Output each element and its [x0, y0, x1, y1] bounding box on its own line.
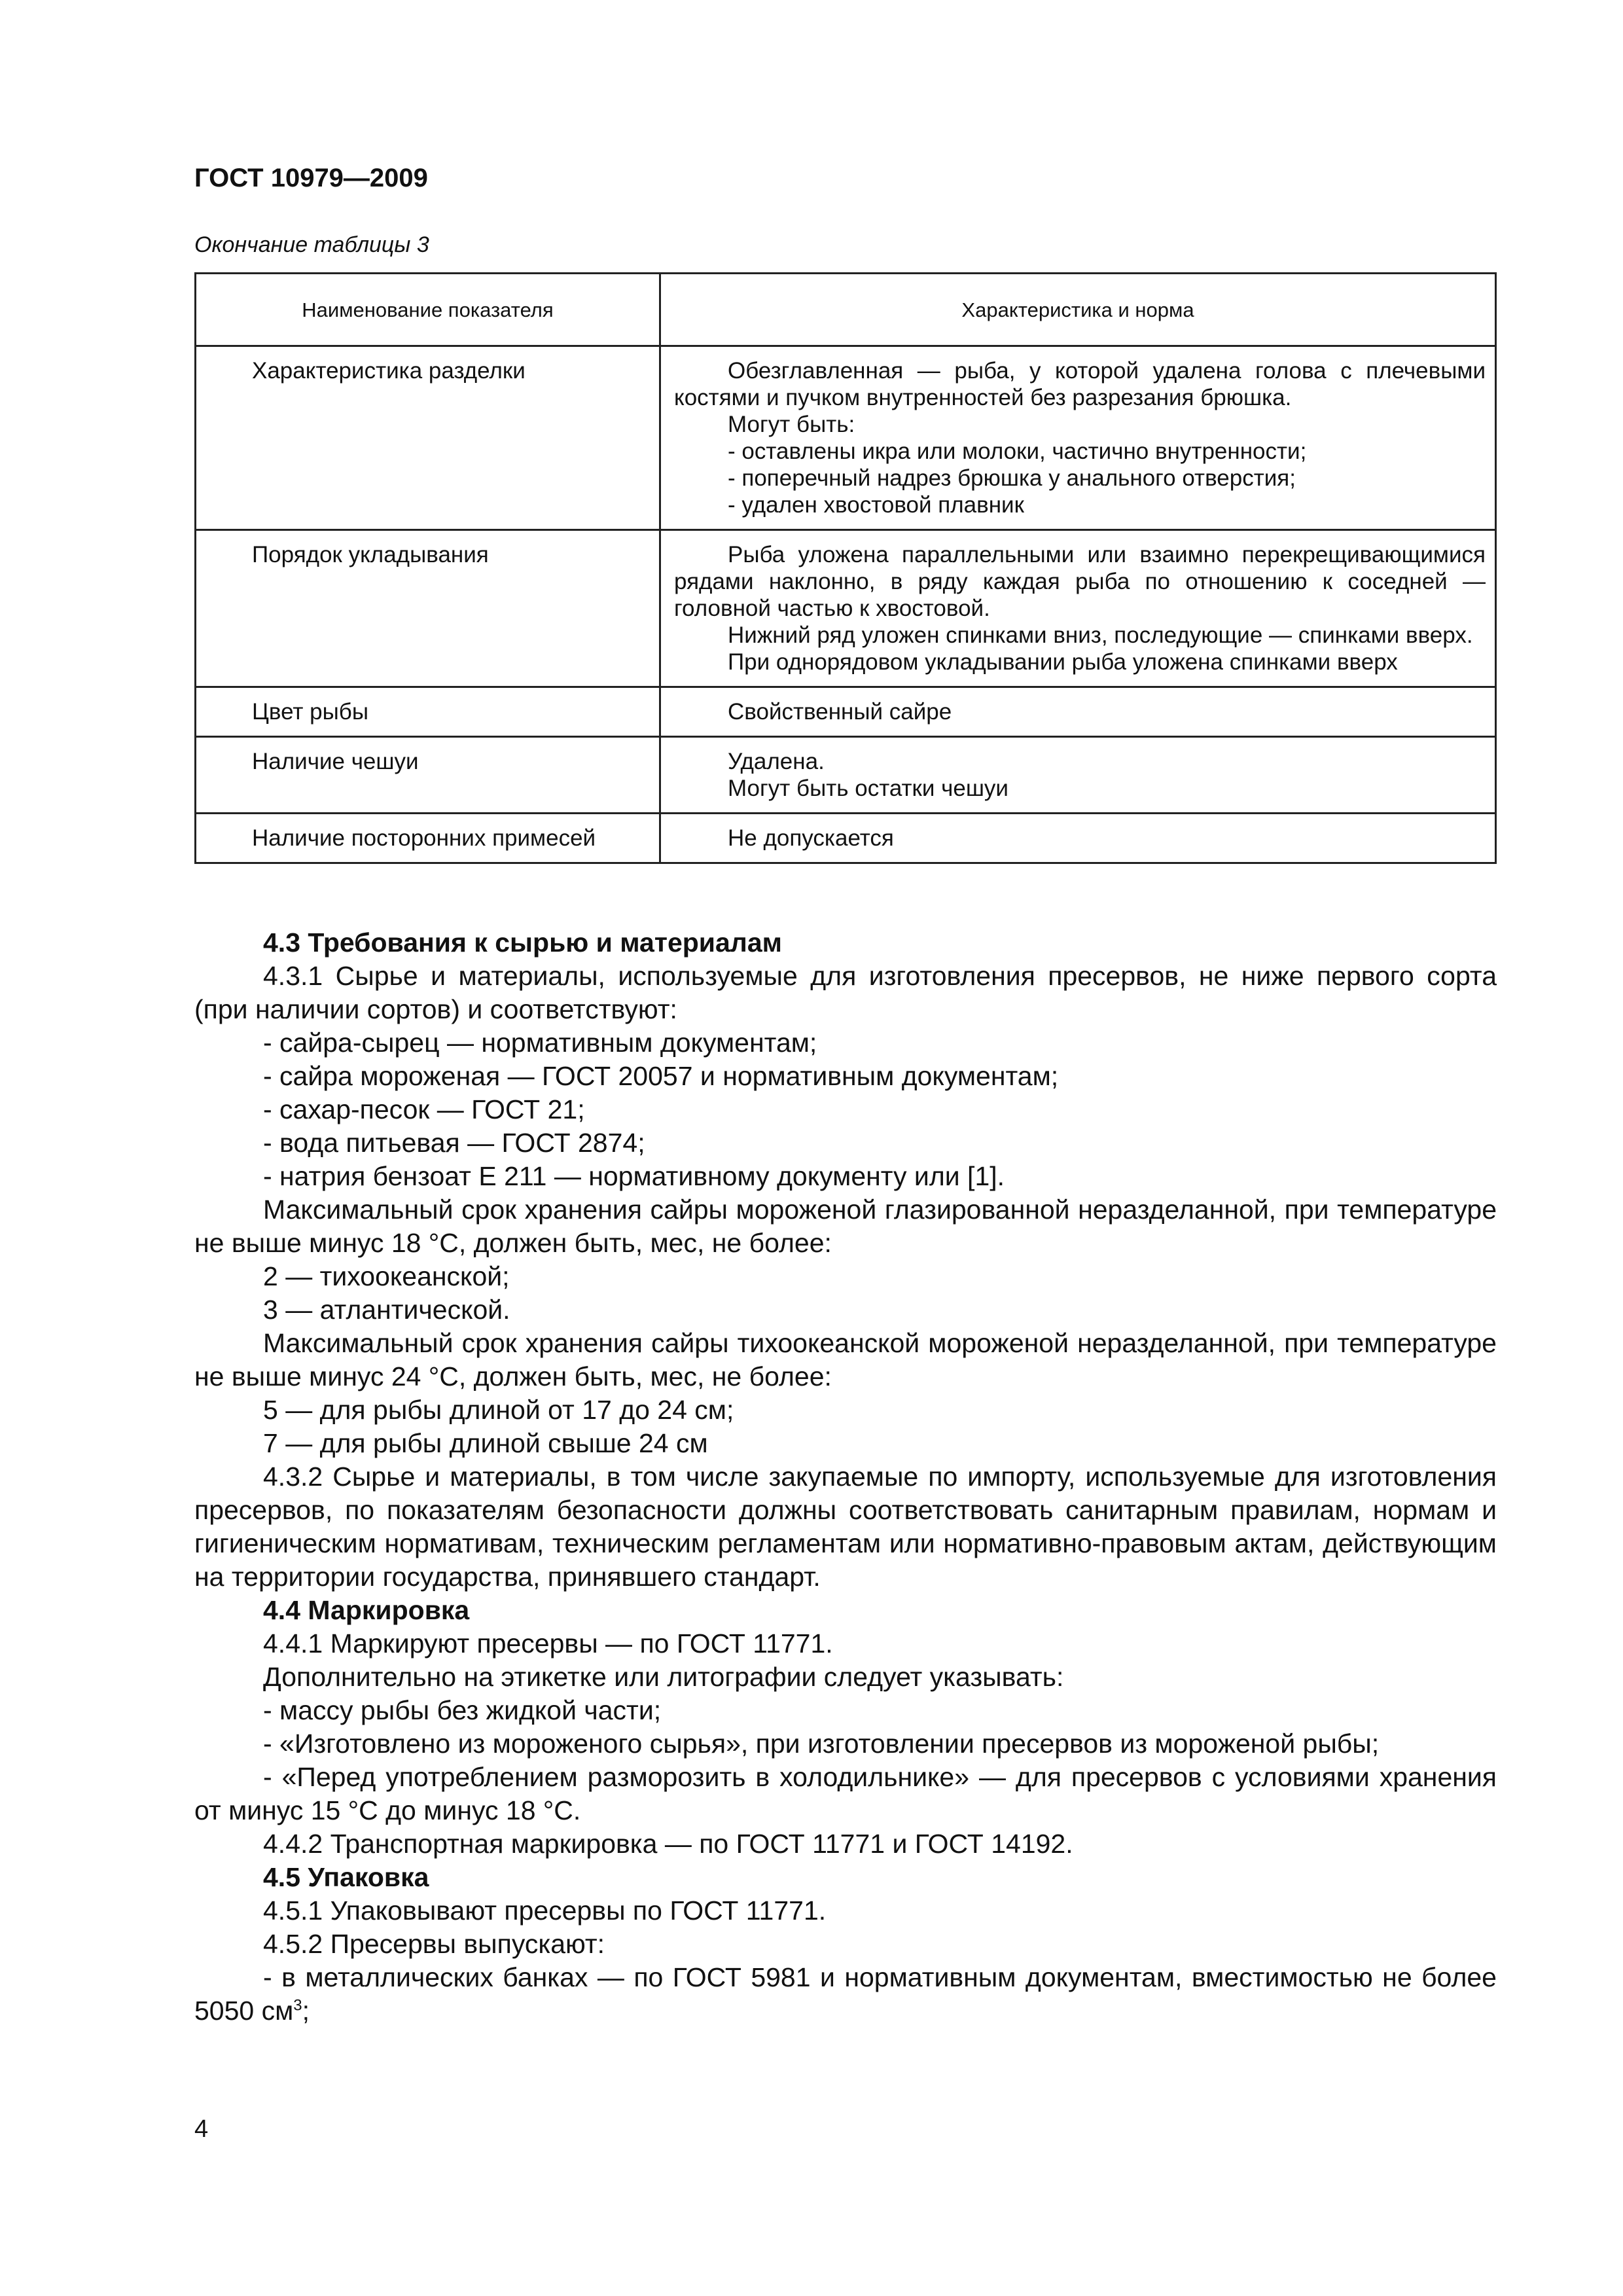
list-item: - сайра мороженая — ГОСТ 20057 и нормативным документам; [263, 1061, 1059, 1091]
table-row [196, 346, 1496, 530]
paragraph: 4.3.1 Сырье и материалы, используемые для изготовления пресервов, не ниже первого сорта (при наличии сортов) и соответствуют: [194, 961, 1497, 1024]
list-item: - натрия бензоат Е 211 — нормативному документу или [1]. [263, 1161, 1005, 1191]
row-characteristic [660, 346, 1496, 530]
table-header-row [196, 274, 1496, 346]
document-id: ГОСТ 10979—2009 [194, 164, 428, 192]
section-heading: 4.5 Упаковка [263, 1862, 429, 1892]
list-item: - сайра-сырец — нормативным документам; [263, 1028, 817, 1058]
row-indicator-name: Наличие чешуи [196, 737, 660, 814]
table-row [196, 737, 1496, 814]
section-heading: 4.3 Требования к сырью и материалам [263, 927, 782, 958]
cell-paragraph: Нижний ряд уложен спинками вниз, последующие — спинками вверх. [728, 622, 1473, 648]
table-row [196, 530, 1496, 687]
list-item: - сахар-песок — ГОСТ 21; [263, 1094, 585, 1124]
row-indicator-name: Цвет рыбы [196, 687, 660, 737]
row-indicator-name: Порядок укладывания [196, 530, 660, 687]
characteristics-table [194, 272, 1497, 864]
list-item: 4.5.1 Упаковывают пресервы по ГОСТ 11771. [263, 1895, 827, 1926]
paragraph: - в металлических банках — по ГОСТ 5981 и нормативным документам, вместимостью не более 5050 $см^3$; [194, 1962, 1497, 2026]
cell-paragraph: При однорядовом укладывании рыба уложена спинками вверх [728, 649, 1398, 675]
document-page [194, 0, 1497, 2296]
cell-paragraph: Рыба уложена параллельными или взаимно перекрещивающимися рядами наклонно, в ряду каждая рыба по отношению к соседней — головной частью к хвостовой. [674, 542, 1486, 621]
cell-line: Не допускается [728, 825, 894, 851]
paragraph: Максимальный срок хранения сайры мороженой глазированной неразделанной, при температуре не выше минус 18 °С, должен быть, мес, не более: [194, 1194, 1497, 1258]
list-item: Дополнительно на этикетке или литографии следует указывать: [263, 1662, 1064, 1692]
section-heading: 4.4 Маркировка [263, 1595, 470, 1625]
table-body [196, 346, 1496, 863]
list-item: - массу рыбы без жидкой части; [263, 1695, 662, 1725]
list-item: 5 — для рыбы длиной от 17 до 24 см; [263, 1395, 734, 1425]
cell-line: - оставлены икра или молоки, частично внутренности; [728, 439, 1307, 464]
table-caption: Окончание таблицы 3 [194, 232, 429, 257]
cell-paragraph: Могут быть: [728, 412, 855, 437]
column-header-name: Наименование показателя [196, 274, 660, 346]
table-row [196, 687, 1496, 737]
cell-line: Удалена. [728, 749, 825, 774]
list-item: 4.4.2 Транспортная маркировка — по ГОСТ 11771 и ГОСТ 14192. [263, 1829, 1073, 1859]
cell-line: - удален хвостовой плавник [728, 492, 1024, 518]
list-item: 2 — тихоокеанской; [263, 1261, 510, 1291]
paragraph: - «Перед употреблением разморозить в холодильнике» — для пресервов с условиями хранения от минус 15 °С до минус 18 °С. [194, 1762, 1497, 1825]
row-indicator-name: Характеристика разделки [196, 346, 660, 530]
paragraph: 4.3.2 Сырье и материалы, в том числе закупаемые по импорту, используемые для изготовления пресервов, по показателям безопасности должны соответствовать санитарным правилам, нормам и гигиеническим нормативам, техническим регламентам или нормативно-правовым актам, действующим на территории государства, принявшего стандарт. [194, 1462, 1497, 1592]
cell-paragraph: Обезглавленная — рыба, у которой удалена голова с плечевыми костями и пучком внутренностей без разрезания брюшка. [674, 358, 1486, 410]
list-item: 3 — атлантической. [263, 1295, 510, 1325]
list-item: - вода питьевая — ГОСТ 2874; [263, 1128, 645, 1158]
cell-line: Свойственный сайре [728, 699, 952, 725]
row-indicator-name: Наличие посторонних примесей [196, 814, 660, 863]
row-characteristic [660, 814, 1496, 863]
list-item: - «Изготовлено из мороженого сырья», при изготовлении пресервов из мороженой рыбы; [263, 1729, 1380, 1759]
superscript: 3 [293, 1996, 302, 2015]
cell-line: Могут быть остатки чешуи [728, 776, 1008, 801]
row-characteristic [660, 530, 1496, 687]
list-item: 4.4.1 Маркируют пресервы — по ГОСТ 11771. [263, 1628, 833, 1659]
table-row [196, 814, 1496, 863]
list-item: 4.5.2 Пресервы выпускают: [263, 1929, 605, 1959]
paragraph: Максимальный срок хранения сайры тихоокеанской мороженой неразделанной, при температуре не выше минус 24 °С, должен быть, мес, не более: [194, 1328, 1497, 1391]
list-item: 7 — для рыбы длиной свыше 24 см [263, 1428, 708, 1458]
page-number: 4 [194, 2115, 209, 2143]
column-header-norm: Характеристика и норма [660, 274, 1496, 346]
body-text [194, 926, 1497, 2028]
row-characteristic [660, 687, 1496, 737]
row-characteristic [660, 737, 1496, 814]
cell-line: - поперечный надрез брюшка у анального отверстия; [728, 465, 1296, 491]
